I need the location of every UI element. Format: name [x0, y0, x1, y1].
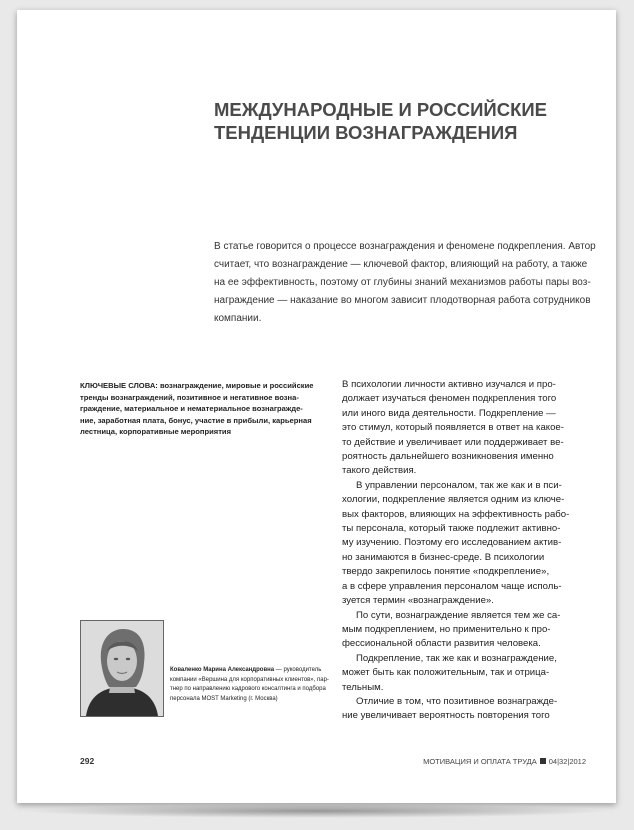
keywords-line: ние, заработная плата, бонус, участие в прибыли, карьерная: [80, 415, 312, 425]
lead-line: награждение — наказание во многом зависит плодотворная работа сотрудников: [214, 295, 591, 306]
article-title-line: ТЕНДЕНЦИИ ВОЗНАГРАЖДЕНИЯ: [214, 122, 518, 143]
keywords-line: тренды вознаграждений, позитивное и негативное возна-: [80, 392, 299, 402]
journal-issue: 04|32|2012: [548, 757, 586, 766]
body-line: В управлении персоналом, так же как и в пси-: [356, 479, 562, 491]
lead-line: на ее эффективность, поэтому от глубины знаний механизмов работы пары воз-: [214, 277, 591, 288]
body-line: Отличие в том, что позитивное вознагражде-: [356, 695, 558, 707]
article-lead: [214, 238, 596, 328]
body-line: это стимул, который появляется в ответ на какое-: [342, 422, 564, 434]
body-line: ты персонала, который также подлежит активно-: [342, 523, 561, 535]
body-line: Подкрепление, так же как и вознаграждение,: [356, 652, 557, 664]
page-shadow: [22, 804, 612, 818]
page-number: 292: [80, 756, 95, 766]
body-line: то действие и увеличивает или поддерживает ве-: [342, 436, 564, 448]
lead-line: В статье говорится о процессе вознаграждения и феномене подкрепления. Автор: [214, 241, 596, 252]
keywords-line: КЛЮЧЕВЫЕ СЛОВА: вознаграждение, мировые и российские: [80, 381, 314, 390]
author-photo: [80, 620, 164, 717]
author-line: персонала MOST Marketing (г. Москва): [170, 695, 278, 702]
body-line: может быть как положительным, так и отрица-: [342, 667, 550, 679]
body-line: или иного вида деятельности. Подкрепление —: [342, 407, 556, 419]
author-line: [170, 666, 330, 676]
author-line: компании «Вершина для корпоративных клиентов», пар-: [170, 676, 329, 683]
journal-footer: [423, 757, 586, 766]
body-line: зуется термин «вознаграждение».: [342, 595, 494, 607]
keywords-line: граждение, материальное и нематериальное вознагражде-: [80, 404, 303, 413]
article-title: [214, 98, 574, 144]
author-portrait-image: [81, 621, 163, 716]
body-line: твердо закрепилось понятие «подкрепление»,: [342, 566, 550, 578]
body-text-column: [342, 378, 592, 724]
body-line: По сути, вознаграждение является тем же са-: [356, 609, 561, 621]
body-line: тельным.: [342, 681, 384, 693]
document-page: [17, 10, 616, 803]
article-title-line: МЕЖДУНАРОДНЫЕ И РОССИЙСКИЕ: [214, 99, 547, 120]
author-line: тнер по направлению кадрового консалтинга и подбора: [170, 686, 326, 692]
body-line: хологии, подкрепление является одним из ключе-: [342, 494, 565, 506]
body-line: В психологии личности активно изучался и про-: [342, 379, 556, 390]
body-line: а в сфере управления персоналом чаще исполь-: [342, 580, 562, 592]
author-info: [170, 666, 330, 704]
lead-line: считает, что вознаграждение — ключевой фактор, влияющий на работу, а также: [214, 259, 588, 270]
author-name: Коваленко Марина Александровна: [170, 667, 275, 673]
body-line: му изучению. Поэтому его исследованием актив-: [342, 537, 562, 549]
body-line: фессиональной области развития человека.: [342, 638, 541, 650]
body-line: ние увеличивает вероятность повторения того: [342, 710, 550, 722]
keywords-block: [80, 380, 320, 438]
body-line: роятность дальнейшего возникновения именно: [342, 451, 554, 463]
body-line: мым подкреплением, но применительно к про-: [342, 623, 551, 635]
author-role: — руководитель: [274, 667, 322, 673]
body-line: но занимаются в бизнес-среде. В психологии: [342, 551, 545, 563]
square-separator-icon: [540, 758, 546, 764]
body-line: вых факторов, влияющих на эффективность рабо-: [342, 508, 570, 520]
body-line: должает изучаться феномен подкрепления того: [342, 393, 557, 405]
body-line: такого действия.: [342, 465, 417, 477]
keywords-line: лестница, корпоративные мероприятия: [80, 427, 232, 436]
journal-name: МОТИВАЦИЯ И ОПЛАТА ТРУДА: [423, 757, 537, 766]
lead-line: компании.: [214, 313, 262, 324]
